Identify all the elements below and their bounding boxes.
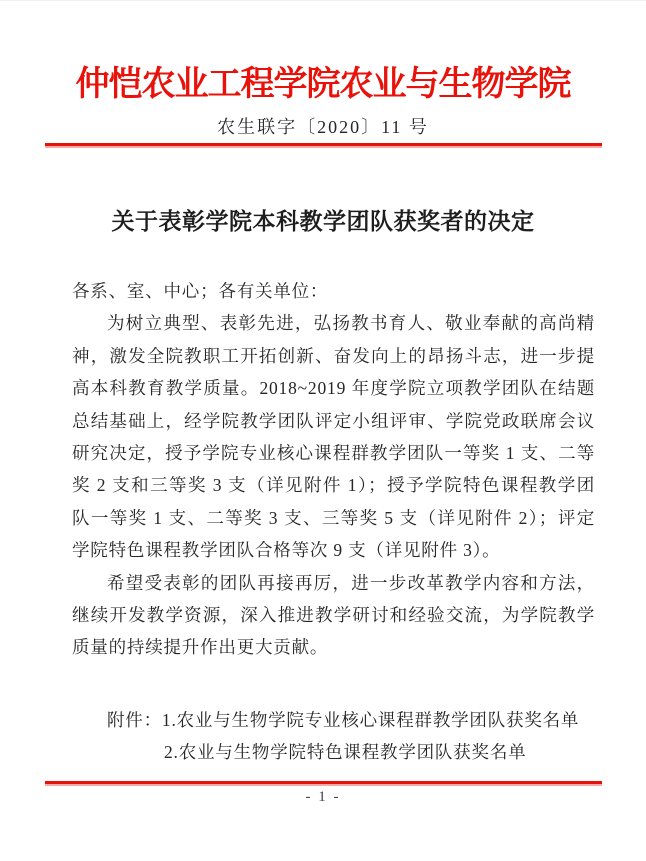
attachments-block bbox=[107, 704, 607, 769]
body-line: 研究决定，授予学院专业核心课程群教学团队一等奖 1 支、二等 bbox=[72, 443, 595, 464]
footer-rule bbox=[45, 781, 602, 786]
body-line: 学院特色课程教学团队合格等次 9 支（详见附件 3）。 bbox=[72, 540, 501, 561]
body-line: 神，激发全院教职工开拓创新、奋发向上的昂扬斗志，进一步提 bbox=[72, 345, 595, 366]
header-rule-light-line bbox=[45, 146, 602, 148]
header-rule bbox=[45, 143, 602, 148]
body-line: 奖 2 支和三等奖 3 支（详见附件 1）；授予学院特色课程教学团 bbox=[72, 475, 595, 496]
body-line: 希望受表彰的团队再接再厉，进一步改革教学内容和方法， bbox=[107, 572, 595, 593]
attachment-item-1: 附件：1.农业与生物学院专业核心课程群教学团队获奖名单 bbox=[107, 710, 580, 730]
page-number: - 1 - bbox=[305, 789, 341, 805]
body-line: 质量的持续提升作出更大贡献。 bbox=[72, 637, 329, 658]
body-line: 为树立典型、表彰先进，弘扬教书育人、敬业奉献的高尚精 bbox=[107, 313, 595, 334]
footer-rule-light-line bbox=[45, 784, 602, 786]
letterhead-doc-number: 农生联字〔2020〕11 号 bbox=[217, 117, 429, 137]
document-title: 关于表彰学院本科教学团队获奖者的决定 bbox=[111, 209, 535, 234]
document-body bbox=[72, 275, 595, 664]
body-line: 总结基础上，经学院教学团队评定小组评审、学院党政联席会议 bbox=[72, 410, 595, 431]
letterhead-org-name: 仲恺农业工程学院农业与生物学院 bbox=[75, 66, 571, 103]
salutation: 各系、室、中心；各有关单位： bbox=[72, 281, 329, 301]
attachment-item-2: 2.农业与生物学院特色课程教学团队获奖名单 bbox=[164, 742, 527, 763]
body-line: 队一等奖 1 支、二等奖 3 支、三等奖 5 支（详见附件 2）；评定 bbox=[72, 507, 595, 528]
body-line: 继续开发教学资源，深入推进教学研讨和经验交流，为学院教学 bbox=[72, 605, 595, 626]
body-line: 高本科教育教学质量。2018~2019 年度学院立项教学团队在结题 bbox=[72, 378, 595, 399]
